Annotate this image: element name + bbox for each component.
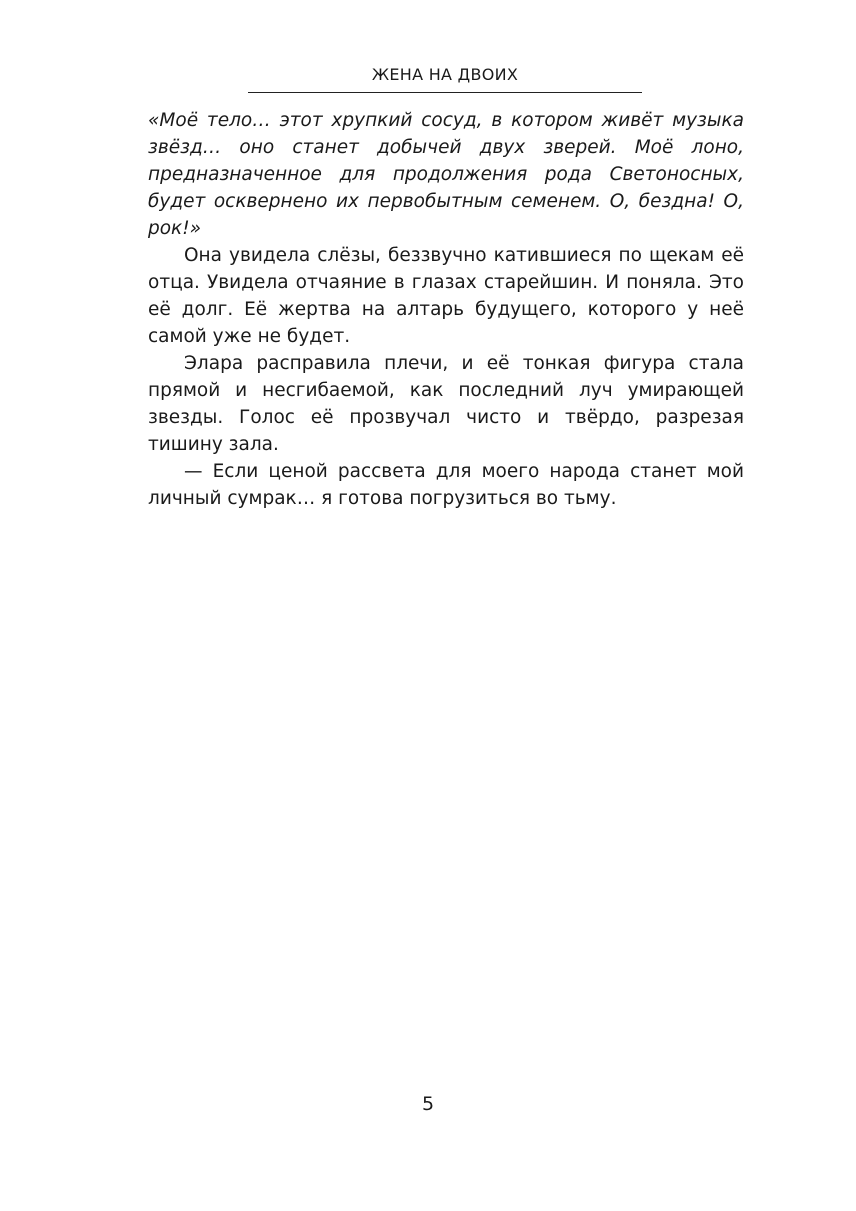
body-text — [148, 107, 744, 512]
page-number: 5 — [421, 1093, 435, 1115]
dialogue-paragraph: — Если ценой рассвета для моего народа станет мой личный сумрак… я готова погрузиться во тьму. — [148, 461, 744, 509]
running-header: ЖЕНА НА ДВОИХ — [248, 64, 642, 93]
paragraph: Она увидела слёзы, беззвучно катившиеся по щекам её отца. Увидела отчаяние в глазах старейшин. И поняла. Это её долг. Её жертва на алтарь будущего, которого у неё самой уже не будет. — [148, 245, 744, 347]
quote-paragraph: «Моё тело… этот хрупкий сосуд, в котором живёт музыка звёзд… оно станет добычей двух зверей. Моё лоно, предназначенное для продолжения рода Светоносных, будет осквернено их первобытным семенем. О, бездна! О, рок!» — [148, 110, 744, 239]
paragraph: Элара расправила плечи, и её тонкая фигура стала прямой и несгибаемой, как последний луч умирающей звезды. Голос её прозвучал чисто и твёрдо, разрезая тишину зала. — [148, 353, 744, 455]
